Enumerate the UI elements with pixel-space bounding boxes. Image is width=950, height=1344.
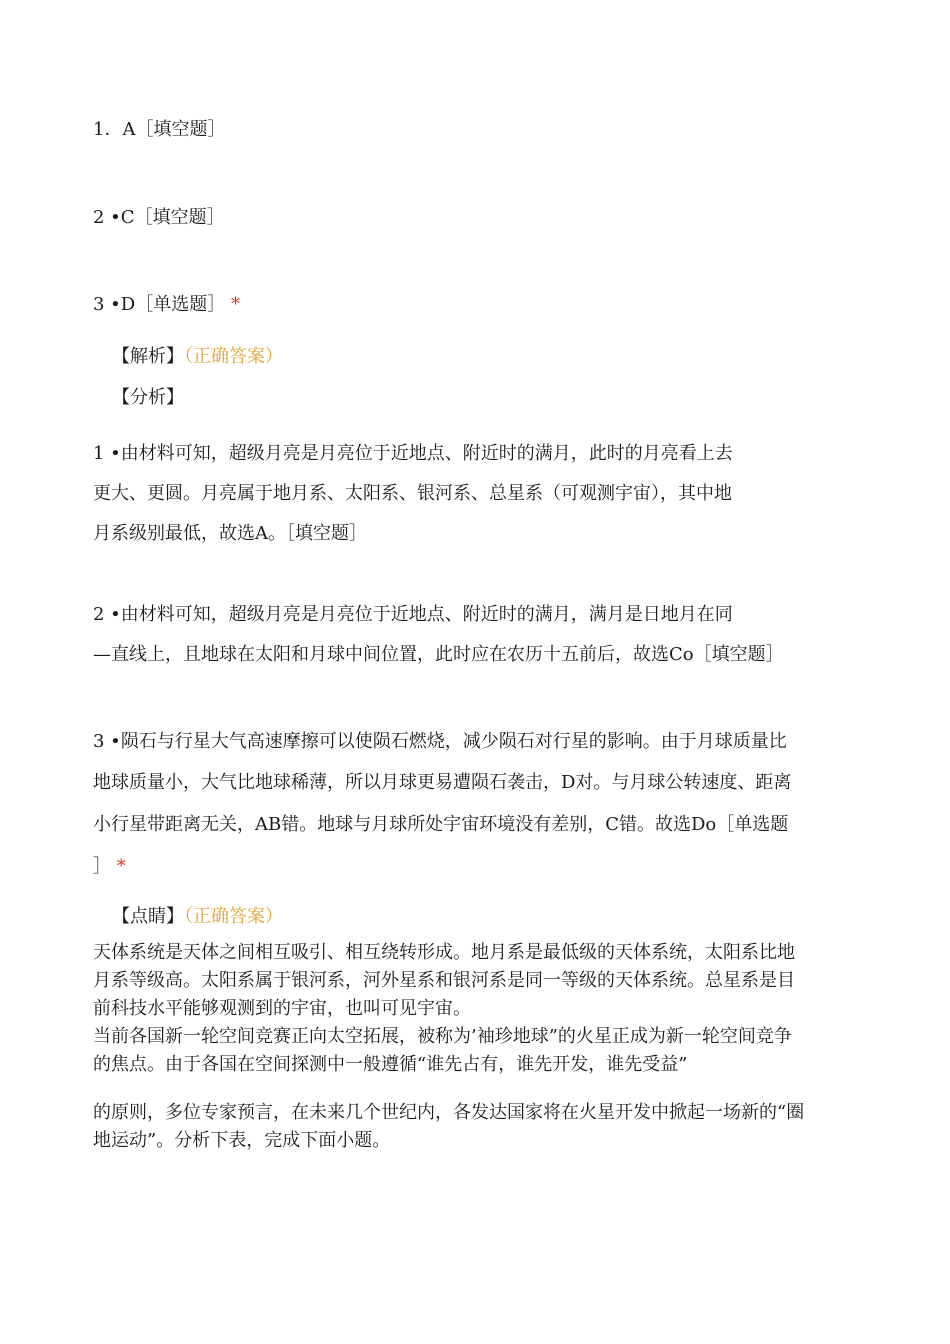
analysis-3-line-1: 3 •陨石与行星大气高速摩擦可以使陨石燃烧，减少陨石对行星的影响。由于月球质量比 <box>93 731 787 752</box>
jiexi-heading <box>112 345 283 369</box>
analysis-1-line-2: 更大、更圆。月亮属于地月系、太阳系、银河系、总星系（可观测宇宙），其中地 <box>93 483 732 504</box>
body-line-2: 月系等级高。太阳系属于银河系，河外星系和银河系是同一等级的天体系统。总星系是目 <box>93 970 795 991</box>
dianjing-label: 【点睛】 <box>112 906 184 927</box>
answer-3-text: 3 •D［单选题］ <box>93 294 226 315</box>
body-line-5: 的焦点。由于各国在空间探测中一般遵循“谁先占有，谁先开发，谁先受益” <box>93 1054 688 1075</box>
body-line-6: 的原则，多位专家预言，在未来几个世纪内，各发达国家将在火星开发中掀起一场新的“圈 <box>93 1102 805 1123</box>
required-star: * <box>230 294 240 315</box>
jiexi-label: 【解析】 <box>112 346 184 367</box>
fenxi-label: 【分析】 <box>112 387 184 408</box>
body-line-1: 天体系统是天体之间相互吸引、相互绕转形成。地月系是最低级的天体系统，太阳系比地 <box>93 942 795 963</box>
answer-2-text: 2 •C［填空题］ <box>93 207 225 228</box>
body-line-4: 当前各国新一轮空间竞赛正向太空拓展，被称为’袖珍地球”的火星正成为新一轮空间竞争 <box>93 1026 792 1047</box>
answer-3 <box>93 293 240 317</box>
analysis-3-line-2: 地球质量小，大气比地球稀薄，所以月球更易遭陨石袭击，D对。与月球公转速度、距离 <box>93 772 792 793</box>
analysis-3-close-bracket: ］ <box>93 856 111 877</box>
jiexi-correct-answer: （正确答案） <box>184 346 283 367</box>
analysis-1-line-1: 1 •由材料可知，超级月亮是月亮位于近地点、附近时的满月，此时的月亮看上去 <box>93 443 733 464</box>
dianjing-heading <box>112 905 283 929</box>
analysis-3-line-3: 小行星带距离无关，AB错。地球与月球所处宇宙环境没有差别，C错。故选Do［单选题 <box>93 814 789 835</box>
body-line-3: 前科技水平能够观测到的宇宙，也叫可见宇宙。 <box>93 998 471 1019</box>
analysis-3-line-4 <box>93 855 126 879</box>
analysis-2-line-2: —直线上，且地球在太阳和月球中间位置，此时应在农历十五前后，故选Co［填空题］ <box>93 644 784 665</box>
answer-1 <box>93 118 225 142</box>
answer-2 <box>93 206 225 230</box>
dianjing-correct-answer: （正确答案） <box>184 906 283 927</box>
answer-1-text: 1．A［填空题］ <box>93 119 226 140</box>
analysis-2-line-1: 2 •由材料可知，超级月亮是月亮位于近地点、附近时的满月，满月是日地月在同 <box>93 604 733 625</box>
analysis-1-line-3: 月系级别最低，故选A。［填空题］ <box>93 523 367 544</box>
body-line-7: 地运动”。分析下表，完成下面小题。 <box>93 1130 391 1151</box>
analysis-3-star: * <box>116 856 126 877</box>
fenxi-heading <box>112 386 184 410</box>
